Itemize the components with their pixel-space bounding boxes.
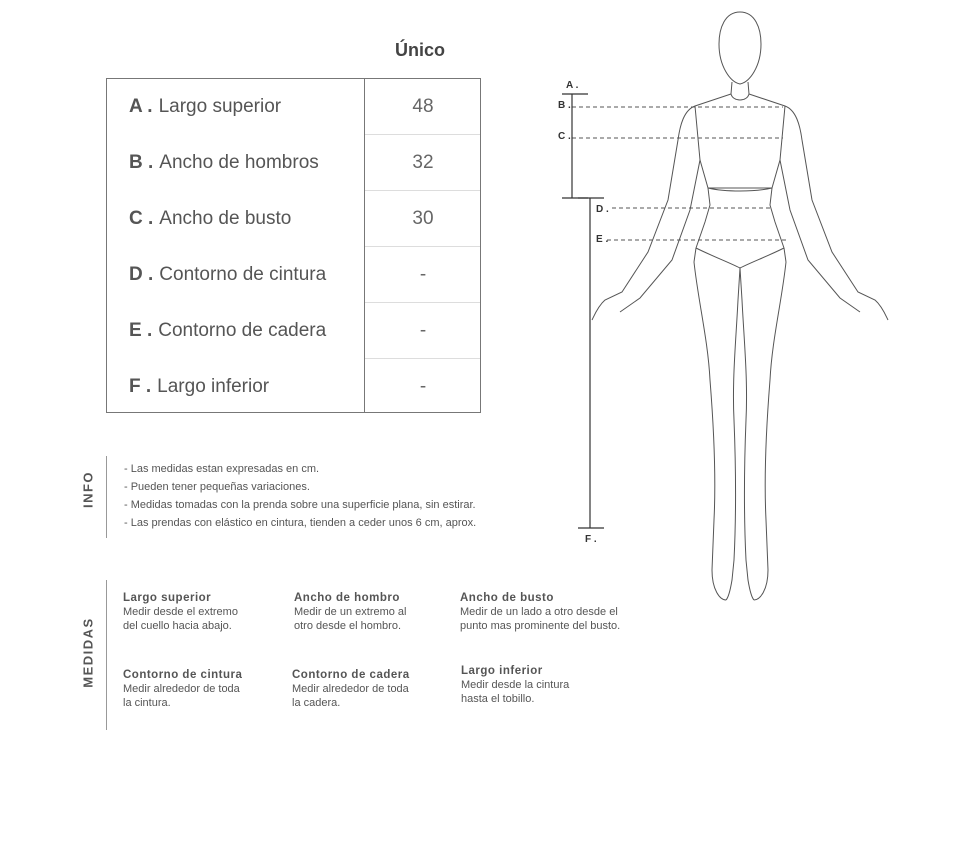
row-label: Largo superior — [158, 96, 282, 117]
row-label: Largo inferior — [157, 376, 270, 397]
medida-desc: Medir desde el extremo — [123, 606, 238, 618]
info-item: - Medidas tomadas con la prenda sobre una superficie plana, sin estirar. — [124, 499, 476, 511]
medida-desc: Medir alrededor de toda — [292, 683, 409, 695]
row-label: Ancho de busto — [159, 208, 292, 229]
marker-f: F . — [585, 534, 597, 545]
info-item: - Las medidas estan expresadas en cm. — [124, 463, 320, 475]
size-column-title: Único — [394, 40, 445, 60]
row-letter: A . — [129, 96, 153, 117]
row-label: Ancho de hombros — [159, 152, 319, 173]
medida-desc: hasta el tobillo. — [461, 693, 535, 705]
table-row-a — [107, 79, 480, 135]
medidas-divider — [106, 580, 107, 730]
table-row-b — [107, 135, 480, 191]
marker-a: A . — [566, 80, 579, 91]
fashion-figure-outline — [592, 12, 888, 600]
medida-title: Contorno de cadera — [292, 669, 410, 681]
medidas-section-label: MEDIDAS — [80, 617, 96, 688]
marker-b: B . — [558, 100, 571, 111]
size-table — [106, 78, 481, 413]
medida-title: Ancho de busto — [460, 592, 554, 604]
row-label: Contorno de cintura — [159, 264, 327, 285]
medida-desc: del cuello hacia abajo. — [123, 620, 232, 632]
row-label: Contorno de cadera — [158, 320, 327, 341]
info-item: - Pueden tener pequeñas variaciones. — [124, 481, 310, 493]
measurement-rulers — [562, 94, 604, 528]
medida-desc: Medir desde la cintura — [461, 679, 570, 691]
medida-desc: Medir alrededor de toda — [123, 683, 240, 695]
info-list — [124, 460, 476, 532]
medida-desc: la cintura. — [123, 697, 171, 709]
row-value: - — [419, 264, 427, 285]
row-value: - — [419, 376, 427, 397]
row-value: 48 — [412, 96, 434, 117]
row-letter: C . — [129, 208, 154, 229]
row-letter: E . — [129, 320, 153, 341]
medida-title: Largo superior — [123, 592, 212, 604]
medida-ancho-hombro — [294, 591, 407, 633]
medida-desc: punto mas prominente del busto. — [460, 620, 621, 632]
marker-d: D . — [596, 204, 609, 215]
medida-desc: otro desde el hombro. — [294, 620, 402, 632]
medida-title: Ancho de hombro — [294, 592, 400, 604]
medida-desc: la cadera. — [292, 697, 341, 709]
medida-largo-inferior — [461, 664, 569, 706]
table-row-f — [107, 359, 480, 415]
table-row-c — [107, 191, 480, 247]
marker-e: E . — [596, 234, 609, 245]
body-measurement-figure — [550, 0, 910, 620]
medida-contorno-cadera — [292, 668, 410, 710]
row-value: 30 — [412, 208, 434, 229]
info-divider — [106, 456, 107, 538]
row-letter: D . — [129, 264, 154, 285]
table-row-d — [107, 247, 480, 303]
medida-desc: Medir de un lado a otro desde el — [460, 606, 618, 618]
medida-largo-superior — [123, 591, 238, 633]
medida-desc: Medir de un extremo al — [294, 606, 407, 618]
row-letter: B . — [129, 152, 154, 173]
medida-title: Largo inferior — [461, 665, 543, 677]
table-row-e — [107, 303, 480, 359]
row-value: - — [419, 320, 427, 341]
measurement-guides — [572, 107, 787, 240]
row-letter: F . — [129, 376, 152, 397]
medida-title: Contorno de cintura — [123, 669, 243, 681]
row-value: 32 — [412, 152, 434, 173]
marker-c: C . — [558, 131, 571, 142]
info-section-label: INFO — [80, 470, 96, 509]
medida-contorno-cintura — [123, 668, 242, 710]
info-item: - Las prendas con elástico en cintura, tienden a ceder unos 6 cm, aprox. — [124, 517, 477, 529]
